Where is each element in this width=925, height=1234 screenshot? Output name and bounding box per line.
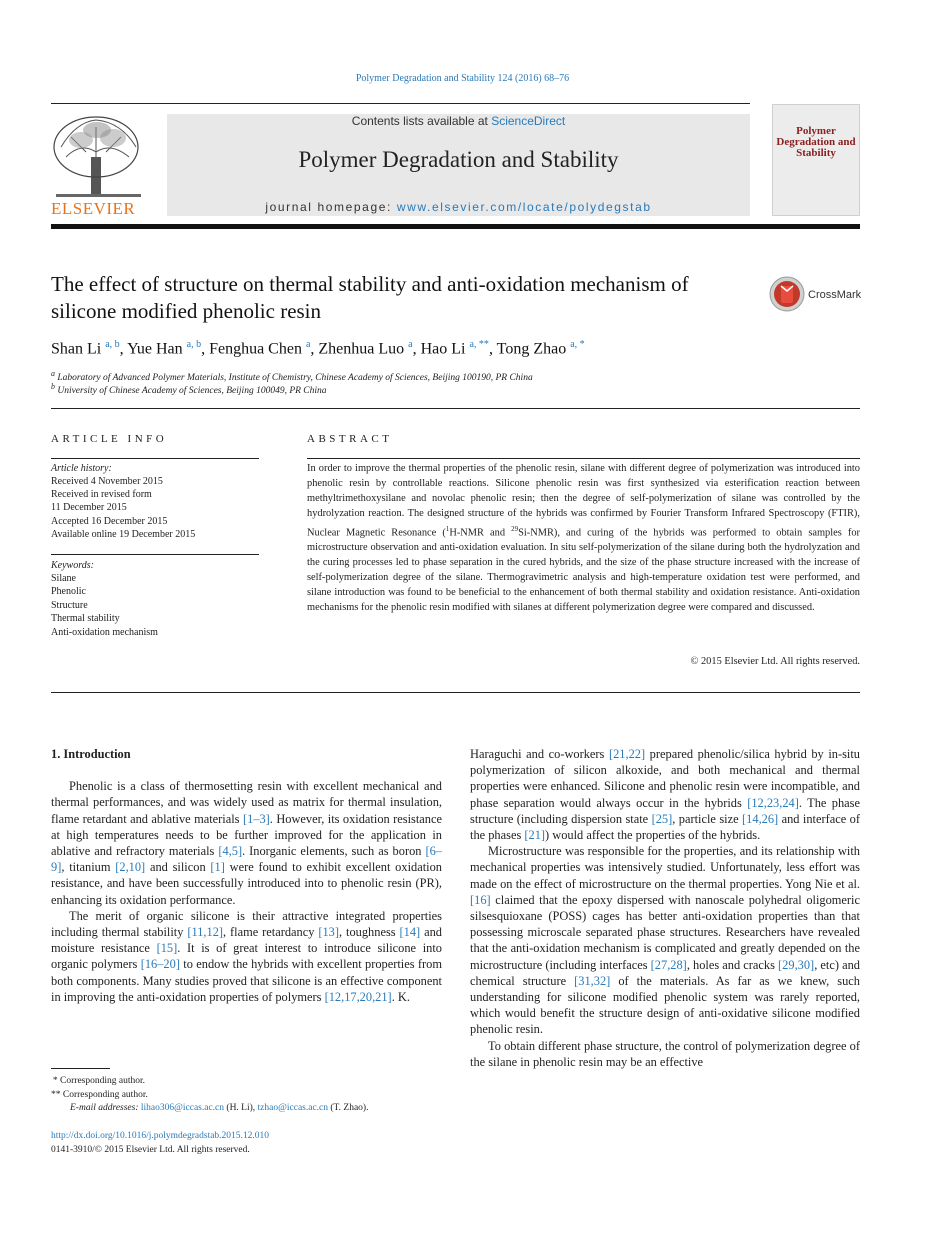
- journal-title: Polymer Degradation and Stability: [298, 147, 619, 172]
- journal-cover-image: [772, 104, 860, 216]
- abstract-copyright: © 2015 Elsevier Ltd. All rights reserved.: [690, 656, 860, 667]
- author-affiliation-mark[interactable]: a: [408, 339, 413, 350]
- keyword-item: Structure: [51, 600, 88, 611]
- section-rule: [51, 692, 860, 693]
- body-paragraph: Phenolic is a class of thermosetting resin with excellent mechanical and thermal performances, and was widely used as matrix for thermal insulation, flame retardant and ablative materials [1–3]. However, its oxidation resistance at high temperatures needs to be further improved for the application in ablative and refractory materials [4,5]. Inorganic elements, such as boron [6–9], titanium [2,10] and silicon [1] were found to exhibit excellent oxidation resistance, and have been successfully introduced into to phenolic resin (PR), enhancing its oxidation performance.: [51, 779, 442, 907]
- citation-link[interactable]: [16–20]: [140, 957, 180, 972]
- citation-link[interactable]: [11,12]: [187, 925, 224, 940]
- citation-link[interactable]: [21,22]: [608, 747, 646, 761]
- corresponding-author-2: ** Corresponding author.: [51, 1090, 148, 1100]
- cover-title: Polymer Degradation and Stability: [776, 125, 856, 159]
- author-affiliation-mark[interactable]: a: [305, 339, 311, 350]
- affiliation-a: $^a$ Laboratory of Advanced Polymer Materials, Institute of Chemistry, Chinese Academy of Sciences, Beijing 100190, PR China: [51, 369, 533, 384]
- author-name: Shan Li: [51, 340, 102, 358]
- issn-line: 0141-3910/© 2015 Elsevier Ltd. All rights reserved.: [51, 1145, 250, 1155]
- author-name: Fenghua Chen: [209, 340, 302, 358]
- section-rule: [51, 408, 860, 409]
- email-link[interactable]: lihao306@iccas.ac.cn: [140, 1103, 225, 1113]
- homepage-link[interactable]: www.elsevier.com/locate/polydegstab: [396, 200, 652, 214]
- citation-link[interactable]: [15]: [156, 941, 178, 956]
- citation-link[interactable]: [14]: [399, 925, 421, 940]
- author-affiliation-mark[interactable]: a, b: [186, 339, 202, 350]
- keyword-item: Anti-oxidation mechanism: [51, 627, 158, 638]
- contents-line: [167, 114, 750, 128]
- citation-link[interactable]: [1–3]: [242, 811, 270, 826]
- citation-link[interactable]: [13]: [318, 925, 340, 940]
- author-name: Hao Li: [420, 340, 466, 358]
- email-link[interactable]: tzhao@iccas.ac.cn: [257, 1103, 329, 1113]
- citation-link[interactable]: [14,26]: [742, 811, 779, 826]
- abstract-rule: [307, 458, 860, 459]
- body-paragraph: Microstructure was responsible for the properties, and its relationship with mechanical properties was intensively studied. Unfortunately, less effort was made on the effect of microstructure on the thermal properties. Yong Nie et al. [16] claimed that the epoxy dispersed with nanoscale polyhedral oligomeric silsesquioxane (POSS) cages has better anti-oxidation properties than that possessing microscale separated phase structures. Researchers have revealed that the anti-oxidation mechanism is complicated and greatly depended on the microstructure (including interfaces [27,28], holes and cracks [29,30], etc) and chemical structure [31,32] of the materials. As far as we knew, such understanding for silicone modified phenolic system was rarely reported, which would benefit the structure design of anti-oxidative silicone modified phenolic resin.: [470, 844, 860, 1037]
- citation-link[interactable]: [21]: [524, 828, 546, 843]
- contents-prefix: Contents lists available at: [351, 114, 492, 128]
- article-info-rule: [51, 458, 259, 459]
- revised-label: Received in revised form: [51, 489, 152, 500]
- online-date: Available online 19 December 2015: [51, 529, 196, 540]
- citation-link[interactable]: [31,32]: [574, 973, 611, 988]
- article-info-heading: ARTICLE INFO: [51, 433, 168, 445]
- paper-title: The effect of structure on thermal stability and anti-oxidation mechanism of silicone modified phenolic resin: [51, 272, 689, 323]
- crossmark-label[interactable]: CrossMark: [808, 289, 862, 301]
- corresponding-author-1: * Corresponding author.: [51, 1076, 145, 1086]
- abstract-body: In order to improve the thermal properties of the phenolic resin, silane with different degree of polymerization was introduced into phenolic resin by controllable reactions. Silicone phenolic resin was first synthesized via esterification reaction between methyltrimethoxysilane and novolac phenolic resin; then the degree of self-polymerization of silane was controlled by the hydrolyzation reaction. The designed structure of the hybrids was confirmed by Fourier Transform Infrared Spectroscopy (FTIR), Nuclear Magnetic Resonance ($^1$H-NMR and $^{29}$Si-NMR), and curing of the hybrids was performed to obtain samples for microstructure observation and anti-oxidation evaluation. In situ self-polymerization of the silane during both the hydrolyzation and the curing processes led to phase separation in the cured hybrids, and the size of the phase structure increased with the increase of self-polymerization degree of the silane. Thermogravimetric analysis and high-temperature oxidation test were performed, and silane introduction was found to be beneficial to the enhancement of both thermal stability and oxidation resistance. Anti-oxidation mechanisms for the phenolic resin modified with silanes at different polymerization degree were compared and discussed.: [307, 463, 860, 613]
- citation-link[interactable]: [1]: [210, 860, 225, 875]
- author-affiliation-mark[interactable]: a, b: [105, 339, 120, 350]
- keyword-item: Thermal stability: [51, 613, 120, 624]
- author-name: Zhenhua Luo: [318, 340, 405, 358]
- citation-link[interactable]: [25]: [651, 811, 673, 826]
- keyword-item: Phenolic: [51, 586, 86, 597]
- crossmark-icon[interactable]: [769, 276, 805, 312]
- citation-link[interactable]: [16]: [470, 892, 491, 907]
- author-name: Tong Zhao: [496, 340, 567, 358]
- citation-link[interactable]: [2,10]: [115, 860, 146, 875]
- author-list: Shan Li $^{a, b}$, Yue Han $^{a, b}$, Fenghua Chen $^a$, Zhenhua Luo $^a$, Hao Li $^{a, **}$, Tong Zhao $^{a, *}$: [51, 339, 585, 358]
- footnote-rule: [51, 1068, 110, 1069]
- keywords-label: Keywords:: [51, 560, 94, 571]
- body-paragraph: To obtain different phase structure, the control of polymerization degree of the silane in phenolic resin may be an effective: [470, 1038, 860, 1069]
- journal-citation[interactable]: Polymer Degradation and Stability 124 (2016) 68–76: [355, 73, 570, 84]
- body-paragraph: The merit of organic silicone is their attractive integrated properties including thermal stability [11,12], flame retardancy [13], toughness [14] and moisture resistance [15]. It is of great interest to introduce silicone into organic polymers [16–20] to endow the hybrids with excellent properties from both components. Many studies proved that silicone is an effective component in improving the anti-oxidation properties of polymers [12,17,20,21]. K.: [51, 908, 443, 1004]
- citation-link[interactable]: [12,17,20,21]: [324, 989, 392, 1004]
- email-footnote: E-mail addresses: lihao306@iccas.ac.cn (H. Li), tzhao@iccas.ac.cn (T. Zhao).: [70, 1103, 369, 1113]
- body-paragraph: Haraguchi and co-workers [21,22] prepared phenolic/silica hybrid by in-situ polymerization of silicon alkoxide, and both mechanical and thermal properties were enhanced. Silicone and phenolic resin were incompatible, and phase separation would always occur in the hybrids [12,23,24]. The phase structure (including dispersion state [25], particle size [14,26] and interface of the phases [21]) would affect the properties of the hybrids.: [470, 747, 861, 843]
- author-name: Yue Han: [127, 340, 183, 358]
- history-label: Article history:: [51, 463, 112, 474]
- citation-link[interactable]: [27,28]: [650, 957, 687, 972]
- received-date: Received 4 November 2015: [51, 476, 163, 487]
- accepted-date: Accepted 16 December 2015: [51, 516, 168, 527]
- intro-heading: 1. Introduction: [51, 747, 131, 761]
- homepage-line: [167, 200, 750, 214]
- author-affiliation-mark[interactable]: a, *: [570, 339, 585, 350]
- affiliation-b: $^b$ University of Chinese Academy of Sciences, Beijing 100049, PR China: [51, 382, 327, 397]
- citation-link[interactable]: [4,5]: [218, 844, 243, 859]
- keyword-item: Silane: [51, 573, 76, 584]
- header-rule: [51, 103, 750, 104]
- doi-link[interactable]: http://dx.doi.org/10.1016/j.polymdegradstab.2015.12.010: [51, 1131, 270, 1141]
- keywords-rule: [51, 554, 259, 555]
- citation-link[interactable]: [29,30]: [778, 957, 815, 972]
- header-thick-rule: [51, 224, 860, 229]
- sciencedirect-link[interactable]: ScienceDirect: [491, 114, 566, 128]
- publisher-wordmark: ELSEVIER: [51, 199, 136, 218]
- citation-link[interactable]: [6–9]: [51, 844, 442, 875]
- citation-link[interactable]: [12,23,24]: [747, 795, 799, 810]
- author-affiliation-mark[interactable]: a, **: [469, 339, 489, 350]
- body-column-left: [51, 746, 442, 1005]
- abstract-heading: ABSTRACT: [307, 433, 393, 445]
- body-column-right: [470, 746, 860, 1070]
- homepage-prefix: journal homepage:: [265, 200, 397, 214]
- revised-date: 11 December 2015: [51, 502, 127, 513]
